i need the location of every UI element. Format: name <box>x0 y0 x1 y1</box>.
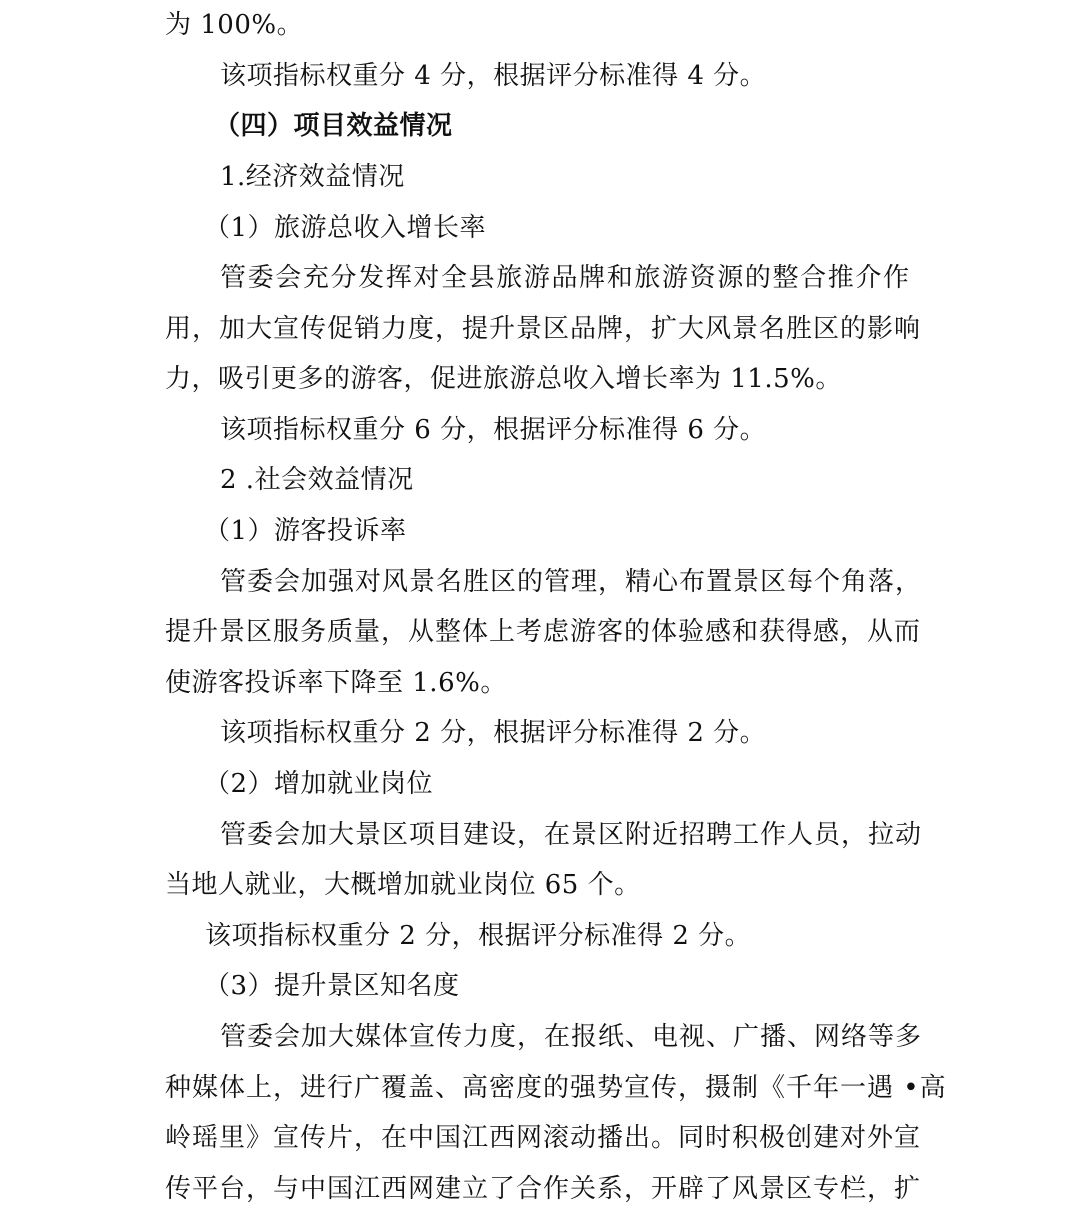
paragraph-visibility-line-4: 传平台，与中国江西网建立了合作关系，开辟了风景区专栏，扩 <box>165 1174 922 1204</box>
paragraph-visibility-line-1: 管委会加大媒体宣传力度，在报纸、电视、广播、网络等多 <box>220 1022 923 1052</box>
paragraph-tourism-line-2: 用，加大宣传促销力度，提升景区品牌，扩大风景名胜区的影响 <box>165 314 922 344</box>
section-heading-project-benefit: （四）项目效益情况 <box>214 111 453 141</box>
paragraph-visibility-line-2: 种媒体上，进行广覆盖、高密度的强势宣传，摄制《千年一遇 •高 <box>165 1073 947 1103</box>
item-heading-visibility: （3）提升景区知名度 <box>204 971 460 1001</box>
paragraph-employment-line-1: 管委会加大景区项目建设，在景区附近招聘工作人员，拉动 <box>220 820 923 850</box>
subheading-economic-benefit: 1.经济效益情况 <box>220 162 405 192</box>
item-heading-tourism-income-growth: （1）旅游总收入增长率 <box>204 213 487 243</box>
paragraph-complaint-line-2: 提升景区服务质量，从整体上考虑游客的体验感和获得感，从而 <box>165 617 922 647</box>
paragraph-visibility-line-3: 岭瑶里》宣传片，在中国江西网滚动播出。同时积极创建对外宣 <box>165 1123 922 1153</box>
paragraph-complaint-line-1: 管委会加强对风景名胜区的管理，精心布置景区每个角落， <box>220 567 923 597</box>
text-line-score-2-a: 该项指标权重分 2 分，根据评分标准得 2 分。 <box>220 718 767 748</box>
text-line-score-4: 该项指标权重分 4 分，根据评分标准得 4 分。 <box>220 61 767 91</box>
paragraph-tourism-line-1: 管委会充分发挥对全县旅游品牌和旅游资源的整合推介作 <box>220 263 910 293</box>
item-heading-employment: （2）增加就业岗位 <box>204 769 434 799</box>
item-heading-complaint-rate: （1）游客投诉率 <box>204 516 407 546</box>
subheading-social-benefit: 2 .社会效益情况 <box>220 465 414 495</box>
text-line-tail-100-percent: 为 100%。 <box>165 10 304 40</box>
text-line-score-2-b: 该项指标权重分 2 分，根据评分标准得 2 分。 <box>205 921 752 951</box>
paragraph-complaint-line-3: 使游客投诉率下降至 1.6%。 <box>165 668 507 698</box>
paragraph-employment-line-2: 当地人就业，大概增加就业岗位 65 个。 <box>165 870 641 900</box>
text-line-score-6: 该项指标权重分 6 分，根据评分标准得 6 分。 <box>220 415 767 445</box>
paragraph-tourism-line-3: 力，吸引更多的游客，促进旅游总收入增长率为 11.5%。 <box>165 364 842 394</box>
